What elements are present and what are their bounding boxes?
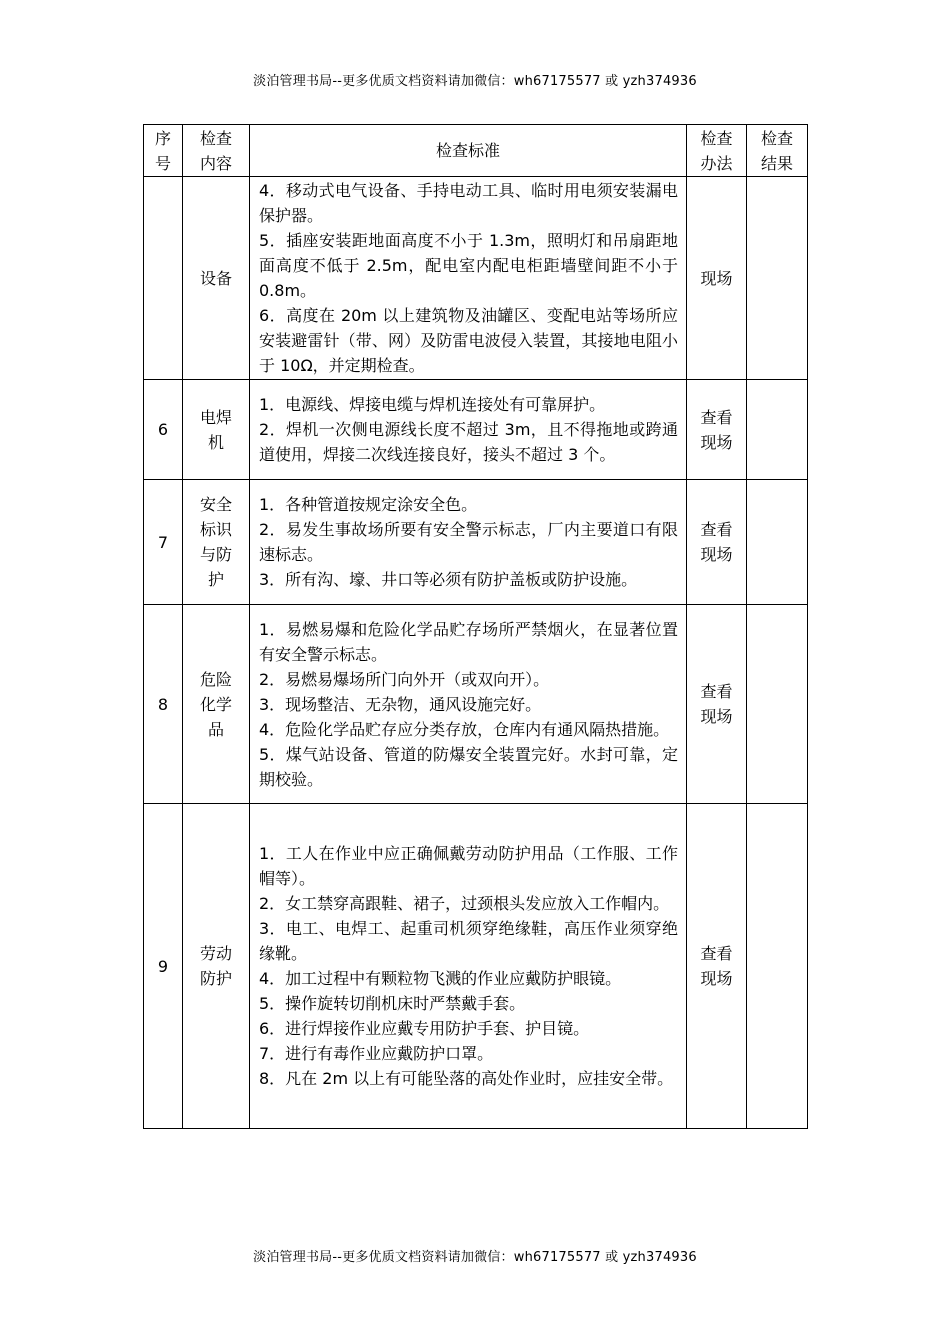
- standard-item: 2．女工禁穿高跟鞋、裙子，过颈根头发应放入工作帽内。: [259, 894, 670, 913]
- row-check-content: 劳动防护: [183, 804, 250, 1129]
- row-check-method: 查看现场: [687, 380, 747, 480]
- standard-item: 7．进行有毒作业应戴防护口罩。: [259, 1044, 494, 1063]
- standard-item: 6．进行焊接作业应戴专用防护手套、护目镜。: [259, 1019, 590, 1038]
- standard-item: 4．移动式电气设备、手持电动工具、临时用电须安装漏电保护器。: [259, 181, 678, 225]
- row-check-result: [747, 480, 808, 605]
- row-number: 6: [144, 380, 183, 480]
- row-check-content: 危险化学品: [183, 605, 250, 804]
- row-check-standard: [250, 804, 687, 1129]
- row-check-content: 安全标识与防护: [183, 480, 250, 605]
- standard-item: 2．焊机一次侧电源线长度不超过 3m，且不得拖地或跨通道使用，焊接二次线连接良好，接头不超过 3 个。: [259, 420, 678, 464]
- standard-item: 8．凡在 2m 以上有可能坠落的高处作业时，应挂安全带。: [259, 1069, 674, 1088]
- standard-item: 1．易燃易爆和危险化学品贮存场所严禁烟火，在显著位置有安全警示标志。: [259, 619, 678, 664]
- row-number: [144, 177, 183, 380]
- standard-item: 3．现场整洁、无杂物，通风设施完好。: [259, 694, 542, 714]
- row-check-content: 设备: [183, 177, 250, 380]
- table-row: [144, 480, 808, 605]
- inspection-table: [143, 124, 808, 1129]
- header-standard: 检查标准: [250, 125, 687, 177]
- row-number: 8: [144, 605, 183, 804]
- row-number: 7: [144, 480, 183, 605]
- row-check-result: [747, 804, 808, 1129]
- row-check-content: 电焊机: [183, 380, 250, 480]
- table-row: [144, 380, 808, 480]
- row-check-standard: [250, 605, 687, 804]
- standard-item: 3．所有沟、壕、井口等必须有防护盖板或防护设施。: [259, 570, 638, 589]
- table-row: [144, 605, 808, 804]
- row-check-method: 查看现场: [687, 605, 747, 804]
- row-check-standard: [250, 177, 687, 380]
- standard-item: 5．插座安装距地面高度不小于 1.3m，照明灯和吊扇距地面高度不低于 2.5m，配电室内配电柜距墙壁间距不小于 0.8m。: [259, 231, 678, 300]
- standard-item: 4．加工过程中有颗粒物飞溅的作业应戴防护眼镜。: [259, 969, 622, 988]
- row-number: 9: [144, 804, 183, 1129]
- standard-item: 3．电工、电焊工、起重司机须穿绝缘鞋，高压作业须穿绝缘靴。: [259, 919, 678, 963]
- standard-item: 4．危险化学品贮存应分类存放，仓库内有通风隔热措施。: [259, 719, 670, 739]
- header-result: 检查结果: [747, 125, 808, 177]
- table-header-row: [144, 125, 808, 177]
- page-footer: 淡泊管理书局--更多优质文档资料请加微信：wh67175577 或 yzh374936: [253, 1250, 697, 1265]
- row-check-standard: [250, 380, 687, 480]
- standard-item: 1．各种管道按规定涂安全色。: [259, 495, 478, 514]
- row-check-method: 查看现场: [687, 804, 747, 1129]
- header-method: 检查办法: [687, 125, 747, 177]
- page-header: 淡泊管理书局--更多优质文档资料请加微信：wh67175577 或 yzh374936: [253, 74, 697, 89]
- standard-item: 1．电源线、焊接电缆与焊机连接处有可靠屏护。: [259, 395, 606, 414]
- standard-item: 5．煤气站设备、管道的防爆安全装置完好。水封可靠，定期校验。: [259, 744, 678, 789]
- standard-item: 1．工人在作业中应正确佩戴劳动防护用品（工作服、工作帽等）。: [259, 844, 678, 888]
- table-row: [144, 177, 808, 380]
- table-row: [144, 804, 808, 1129]
- row-check-method: 现场: [687, 177, 747, 380]
- row-check-method: 查看现场: [687, 480, 747, 605]
- row-check-result: [747, 177, 808, 380]
- standard-item: 6．高度在 20m 以上建筑物及油罐区、变配电站等场所应安装避雷针（带、网）及防雷电波侵入装置，其接地电阻小于 10Ω，并定期检查。: [259, 306, 678, 375]
- standard-item: 5．操作旋转切削机床时严禁戴手套。: [259, 994, 526, 1013]
- row-check-result: [747, 605, 808, 804]
- standard-item: 2．易燃易爆场所门向外开（或双向开）。: [259, 669, 550, 689]
- row-check-result: [747, 380, 808, 480]
- header-content: 检查内容: [183, 125, 250, 177]
- row-check-standard: [250, 480, 687, 605]
- header-no: 序号: [144, 125, 183, 177]
- standard-item: 2．易发生事故场所要有安全警示标志，厂内主要道口有限速标志。: [259, 520, 678, 564]
